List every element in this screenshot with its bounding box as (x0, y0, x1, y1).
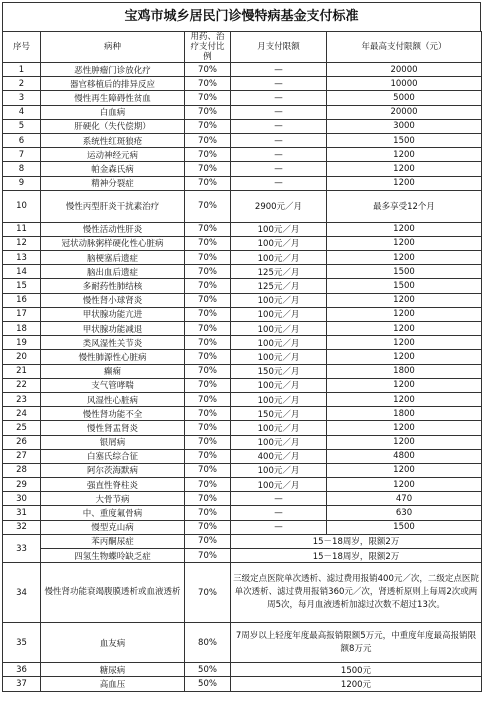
cell-no: 31 (3, 506, 41, 520)
cell-no: 16 (3, 293, 41, 307)
cell-monthly: 150元／月 (231, 407, 327, 421)
cell-no: 27 (3, 449, 41, 463)
cell-annual: 1500 (327, 133, 482, 147)
table-row (3, 506, 482, 520)
cell-no: 36 (3, 663, 41, 677)
cell-ratio: 70% (185, 279, 231, 293)
cell-disease: 器官移植后的排异反应 (41, 77, 185, 91)
cell-disease: 银屑病 (41, 435, 185, 449)
cell-disease: 甲状腺功能减退 (41, 322, 185, 336)
cell-no: 30 (3, 492, 41, 506)
cell-monthly: — (231, 162, 327, 176)
cell-ratio: 70% (185, 162, 231, 176)
cell-annual: 1800 (327, 407, 482, 421)
cell-annual: 1200 (327, 350, 482, 364)
table-row (3, 251, 482, 265)
cell-disease: 冠状动脉粥样硬化性心脏病 (41, 236, 185, 250)
table-row (3, 119, 482, 133)
cell-disease: 肝硬化（失代偿期） (41, 119, 185, 133)
cell-ratio: 70% (185, 176, 231, 190)
cell-monthly: — (231, 176, 327, 190)
cell-no: 33 (3, 534, 41, 562)
cell-annual: 10000 (327, 77, 482, 91)
cell-ratio: 70% (185, 222, 231, 236)
cell-disease: 恶性肿瘤门诊放化疗 (41, 63, 185, 77)
cell-no: 7 (3, 148, 41, 162)
cell-annual: 1200 (327, 392, 482, 406)
cell-ratio: 70% (185, 520, 231, 534)
cell-no: 13 (3, 251, 41, 265)
table-row (3, 364, 482, 378)
cell-no: 2 (3, 77, 41, 91)
table-row (3, 322, 482, 336)
header-monthly-limit: 月支付限额 (231, 32, 327, 63)
header-ratio: 用药、治疗支付比例 (185, 32, 231, 63)
cell-disease: 白塞氏综合征 (41, 449, 185, 463)
table-row (3, 279, 482, 293)
header-disease: 病种 (41, 32, 185, 63)
cell-disease: 系统性红斑狼疮 (41, 133, 185, 147)
table-row-33b (3, 549, 482, 563)
cell-disease: 糖尿病 (41, 663, 185, 677)
cell-annual: 3000 (327, 119, 482, 133)
cell-disease: 甲状腺功能亢进 (41, 307, 185, 321)
cell-ratio: 70% (185, 63, 231, 77)
table-row (3, 378, 482, 392)
cell-annual: 1500 (327, 520, 482, 534)
cell-monthly: 100元／月 (231, 378, 327, 392)
cell-monthly: 100元／月 (231, 421, 327, 435)
cell-disease: 慢性丙型肝炎干扰素治疗 (41, 190, 185, 222)
cell-ratio: 70% (185, 478, 231, 492)
cell-no: 22 (3, 378, 41, 392)
cell-disease: 慢性肾小球肾炎 (41, 293, 185, 307)
cell-no: 28 (3, 463, 41, 477)
cell-no: 26 (3, 435, 41, 449)
cell-no: 10 (3, 190, 41, 222)
cell-ratio: 70% (185, 77, 231, 91)
cell-disease: 四氢生物蝶呤缺乏症 (41, 549, 185, 563)
table-row (3, 236, 482, 250)
cell-annual: 1200 (327, 148, 482, 162)
cell-annual: 20000 (327, 63, 482, 77)
cell-no: 11 (3, 222, 41, 236)
cell-ratio: 70% (185, 133, 231, 147)
cell-annual: 470 (327, 492, 482, 506)
cell-ratio: 70% (185, 449, 231, 463)
cell-no: 8 (3, 162, 41, 176)
cell-annual: 20000 (327, 105, 482, 119)
cell-ratio: 70% (185, 435, 231, 449)
table-row (3, 222, 482, 236)
cell-ratio: 70% (185, 105, 231, 119)
table-row (3, 265, 482, 279)
cell-annual: 1200 (327, 222, 482, 236)
cell-ratio: 70% (185, 364, 231, 378)
cell-disease: 苯丙酮尿症 (41, 534, 185, 548)
cell-no: 9 (3, 176, 41, 190)
cell-no: 21 (3, 364, 41, 378)
cell-no: 34 (3, 563, 41, 623)
cell-annual: 1200 (327, 421, 482, 435)
payment-standards-table (2, 31, 482, 692)
table-row (3, 162, 482, 176)
cell-ratio: 70% (185, 251, 231, 265)
cell-monthly: — (231, 63, 327, 77)
cell-disease: 强直性脊柱炎 (41, 478, 185, 492)
cell-no: 1 (3, 63, 41, 77)
cell-disease: 精神分裂症 (41, 176, 185, 190)
cell-limit: 三级定点医院单次透析、滤过费用报销400元／次，二级定点医院单次透析、滤过费用报销360元／次，肾透析原则上每周2次或两周5次，每月血液透析加滤过次数不超过13次。 (231, 563, 482, 623)
cell-ratio: 70% (185, 534, 231, 548)
cell-no: 15 (3, 279, 41, 293)
cell-no: 3 (3, 91, 41, 105)
cell-ratio: 70% (185, 563, 231, 623)
cell-ratio: 70% (185, 492, 231, 506)
cell-disease: 运动神经元病 (41, 148, 185, 162)
table-row (3, 190, 482, 222)
cell-annual: 1200 (327, 307, 482, 321)
cell-no: 20 (3, 350, 41, 364)
cell-disease: 中、重度氟骨病 (41, 506, 185, 520)
cell-disease: 高血压 (41, 677, 185, 691)
cell-monthly: 100元／月 (231, 322, 327, 336)
cell-monthly: 100元／月 (231, 392, 327, 406)
cell-disease: 血友病 (41, 623, 185, 663)
cell-disease: 慢性肺源性心脏病 (41, 350, 185, 364)
cell-no: 25 (3, 421, 41, 435)
cell-annual: 最多享受12个月 (327, 190, 482, 222)
cell-annual: 1200 (327, 478, 482, 492)
cell-limit: 7周岁以上轻度年度最高报销限额5万元，中重度年度最高报销限额8万元 (231, 623, 482, 663)
cell-annual: 4800 (327, 449, 482, 463)
cell-no: 23 (3, 392, 41, 406)
cell-monthly: 100元／月 (231, 251, 327, 265)
table-row (3, 392, 482, 406)
cell-ratio: 70% (185, 307, 231, 321)
table-row (3, 463, 482, 477)
cell-ratio: 70% (185, 322, 231, 336)
cell-disease: 慢型克山病 (41, 520, 185, 534)
cell-no: 18 (3, 322, 41, 336)
table-row (3, 478, 482, 492)
header-no: 序号 (3, 32, 41, 63)
table-row-33a (3, 534, 482, 548)
cell-annual: 1200 (327, 251, 482, 265)
cell-monthly: — (231, 105, 327, 119)
table-row (3, 336, 482, 350)
cell-disease: 阿尔茨海默病 (41, 463, 185, 477)
cell-disease: 风湿性心脏病 (41, 392, 185, 406)
cell-monthly: — (231, 520, 327, 534)
cell-disease: 大骨节病 (41, 492, 185, 506)
cell-ratio: 70% (185, 293, 231, 307)
cell-annual: 5000 (327, 91, 482, 105)
cell-annual: 1500 (327, 279, 482, 293)
cell-monthly: 100元／月 (231, 478, 327, 492)
cell-ratio: 70% (185, 421, 231, 435)
cell-ratio: 70% (185, 407, 231, 421)
cell-monthly: 100元／月 (231, 307, 327, 321)
cell-monthly: — (231, 148, 327, 162)
cell-no: 29 (3, 478, 41, 492)
cell-monthly: 100元／月 (231, 350, 327, 364)
cell-annual: 1800 (327, 364, 482, 378)
table-row-34 (3, 563, 482, 623)
table-row (3, 421, 482, 435)
table-row (3, 492, 482, 506)
cell-ratio: 50% (185, 677, 231, 691)
table-row (3, 91, 482, 105)
table-row-35 (3, 623, 482, 663)
cell-disease: 脑出血后遗症 (41, 265, 185, 279)
standards-sheet (2, 2, 481, 692)
cell-ratio: 70% (185, 148, 231, 162)
cell-disease: 慢性肾功能衰竭腹膜透析或血液透析 (41, 563, 185, 623)
cell-ratio: 70% (185, 119, 231, 133)
cell-limit: 1200元 (231, 677, 482, 691)
cell-monthly: — (231, 119, 327, 133)
table-row (3, 407, 482, 421)
cell-no: 4 (3, 105, 41, 119)
cell-disease: 慢性肾功能不全 (41, 407, 185, 421)
header-annual-limit: 年最高支付限额（元） (327, 32, 482, 63)
cell-ratio: 70% (185, 463, 231, 477)
cell-annual: 1200 (327, 236, 482, 250)
cell-ratio: 70% (185, 549, 231, 563)
cell-ratio: 70% (185, 336, 231, 350)
cell-limit: 1500元 (231, 663, 482, 677)
cell-monthly: 125元／月 (231, 265, 327, 279)
cell-monthly: 2900元／月 (231, 190, 327, 222)
cell-limit: 15－18周岁，限额2万 (231, 549, 482, 563)
table-row (3, 63, 482, 77)
cell-disease: 支气管哮喘 (41, 378, 185, 392)
cell-no: 35 (3, 623, 41, 663)
cell-monthly: — (231, 133, 327, 147)
cell-no: 24 (3, 407, 41, 421)
cell-monthly: 100元／月 (231, 336, 327, 350)
cell-no: 37 (3, 677, 41, 691)
cell-annual: 1200 (327, 293, 482, 307)
cell-annual: 1500 (327, 265, 482, 279)
table-row (3, 307, 482, 321)
cell-monthly: 100元／月 (231, 463, 327, 477)
cell-annual: 1200 (327, 378, 482, 392)
cell-ratio: 70% (185, 392, 231, 406)
cell-annual: 1200 (327, 435, 482, 449)
cell-no: 12 (3, 236, 41, 250)
cell-annual: 1200 (327, 162, 482, 176)
cell-monthly: 125元／月 (231, 279, 327, 293)
table-row (3, 133, 482, 147)
cell-annual: 1200 (327, 336, 482, 350)
cell-annual: 1200 (327, 176, 482, 190)
cell-annual: 630 (327, 506, 482, 520)
cell-ratio: 70% (185, 265, 231, 279)
table-row (3, 176, 482, 190)
cell-disease: 慢性再生障碍性贫血 (41, 91, 185, 105)
cell-ratio: 50% (185, 663, 231, 677)
table-row-37 (3, 677, 482, 691)
cell-ratio: 70% (185, 506, 231, 520)
table-row (3, 350, 482, 364)
cell-disease: 脑梗塞后遗症 (41, 251, 185, 265)
table-row-36 (3, 663, 482, 677)
cell-disease: 癫痫 (41, 364, 185, 378)
cell-ratio: 70% (185, 378, 231, 392)
cell-no: 6 (3, 133, 41, 147)
cell-monthly: 100元／月 (231, 222, 327, 236)
cell-no: 5 (3, 119, 41, 133)
cell-ratio: 70% (185, 236, 231, 250)
cell-annual: 1200 (327, 463, 482, 477)
table-row (3, 148, 482, 162)
cell-monthly: — (231, 91, 327, 105)
cell-no: 19 (3, 336, 41, 350)
cell-monthly: — (231, 506, 327, 520)
cell-ratio: 80% (185, 623, 231, 663)
cell-monthly: 400元／月 (231, 449, 327, 463)
cell-monthly: 150元／月 (231, 364, 327, 378)
cell-monthly: — (231, 77, 327, 91)
cell-no: 32 (3, 520, 41, 534)
table-row (3, 520, 482, 534)
cell-disease: 慢性活动性肝炎 (41, 222, 185, 236)
table-row (3, 435, 482, 449)
table-row (3, 105, 482, 119)
cell-no: 17 (3, 307, 41, 321)
cell-ratio: 70% (185, 190, 231, 222)
cell-monthly: 100元／月 (231, 293, 327, 307)
page-title: 宝鸡市城乡居民门诊慢特病基金支付标准 (2, 2, 481, 31)
table-row (3, 293, 482, 307)
cell-disease: 帕金森氏病 (41, 162, 185, 176)
cell-disease: 类风湿性关节炎 (41, 336, 185, 350)
cell-monthly: — (231, 492, 327, 506)
cell-ratio: 70% (185, 91, 231, 105)
cell-annual: 1200 (327, 322, 482, 336)
table-header-row (3, 32, 482, 63)
cell-monthly: 100元／月 (231, 236, 327, 250)
cell-disease: 多耐药性肺结核 (41, 279, 185, 293)
table-row (3, 449, 482, 463)
cell-limit: 15－18周岁，限额2万 (231, 534, 482, 548)
cell-disease: 白血病 (41, 105, 185, 119)
table-row (3, 77, 482, 91)
cell-no: 14 (3, 265, 41, 279)
cell-monthly: 100元／月 (231, 435, 327, 449)
cell-disease: 慢性肾盂肾炎 (41, 421, 185, 435)
cell-ratio: 70% (185, 350, 231, 364)
